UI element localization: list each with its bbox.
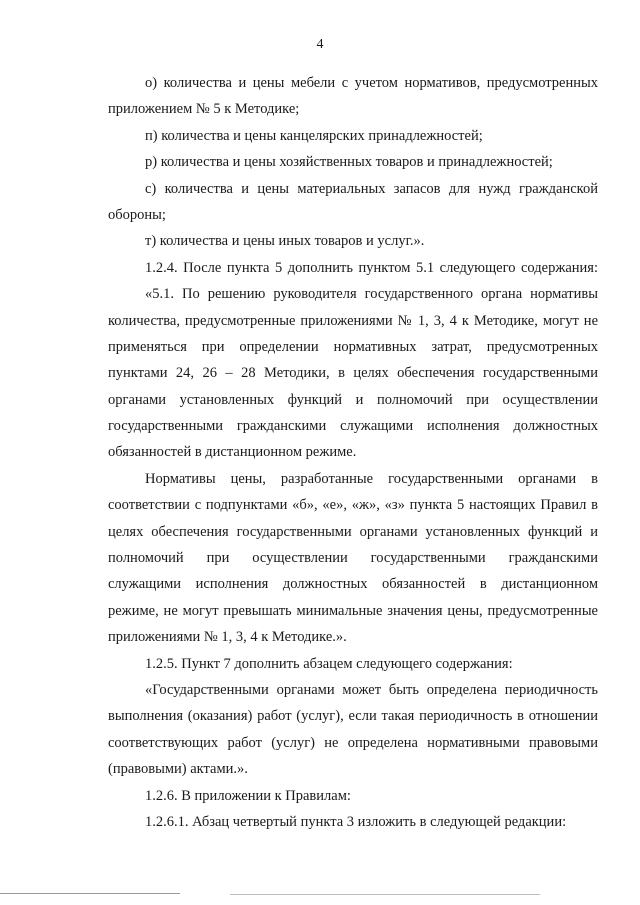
text-line: органами установленных функций и полномочий при осуществлении: [108, 391, 598, 408]
text-line: количества, предусмотренные приложениями № 1, 3, 4 к Методике, могут не: [108, 312, 598, 329]
text-line: о) количества и цены мебели с учетом нормативов, предусмотренных: [145, 75, 598, 91]
document-body: [108, 70, 598, 835]
text-line: приложениями № 1, 3, 4 к Методике.».: [108, 629, 347, 646]
text-line: п) количества и цены канцелярских принадлежностей;: [145, 127, 483, 144]
text-line: обязанностей в дистанционном режиме.: [108, 444, 357, 461]
text-line: 1.2.6.1. Абзац четвертый пункта 3 изложить в следующей редакции:: [145, 813, 567, 830]
text-line: т) количества и цены иных товаров и услуг.».: [145, 233, 425, 250]
text-line: полномочий при осуществлении государственными гражданскими: [108, 550, 598, 567]
text-line: «5.1. По решению руководителя государственного органа нормативы: [145, 286, 598, 303]
text-line: «Государственными органами может быть определена периодичность: [145, 681, 598, 698]
text-line: пунктами 24, 26 – 28 Методики, в целях обеспечения государственными: [108, 365, 598, 382]
footer-rule-left: [0, 893, 180, 894]
text-line: соответствии с подпунктами «б», «е», «ж», «з» пункта 5 настоящих Правил в: [108, 497, 598, 514]
text-line: с) количества и цены материальных запасов для нужд гражданской: [145, 180, 598, 197]
text-line: р) количества и цены хозяйственных товаров и принадлежностей;: [145, 154, 553, 171]
text-line: выполнения (оказания) работ (услуг), если такая периодичность в отношении: [108, 708, 598, 725]
text-line: обороны;: [108, 206, 166, 223]
text-line: (правовыми) актами.».: [108, 761, 248, 778]
text-line: режиме, не могут превышать минимальные значения цены, предусмотренные: [108, 602, 598, 619]
text-line: 1.2.6. В приложении к Правилам:: [145, 787, 351, 804]
text-line: применяться при определении нормативных затрат, предусмотренных: [108, 338, 598, 355]
footer-rule-right: [230, 894, 540, 895]
page-footer-rule: [0, 893, 640, 899]
text-line: целях обеспечения государственными органами установленных функций и: [108, 523, 598, 540]
text-line: государственными гражданскими служащими исполнения должностных: [108, 418, 598, 435]
text-line: служащими исполнения должностных обязанностей в дистанционном: [108, 576, 598, 593]
page-number: 4: [316, 37, 324, 52]
text-line: Нормативы цены, разработанные государственными органами в: [145, 470, 598, 487]
text-line: 1.2.4. После пункта 5 дополнить пунктом 5.1 следующего содержания:: [145, 259, 598, 276]
text-line: приложением № 5 к Методике;: [108, 101, 300, 118]
text-line: 1.2.5. Пункт 7 дополнить абзацем следующего содержания:: [145, 655, 513, 672]
text-line: соответствующих работ (услуг) не определена нормативными правовыми: [108, 734, 598, 751]
